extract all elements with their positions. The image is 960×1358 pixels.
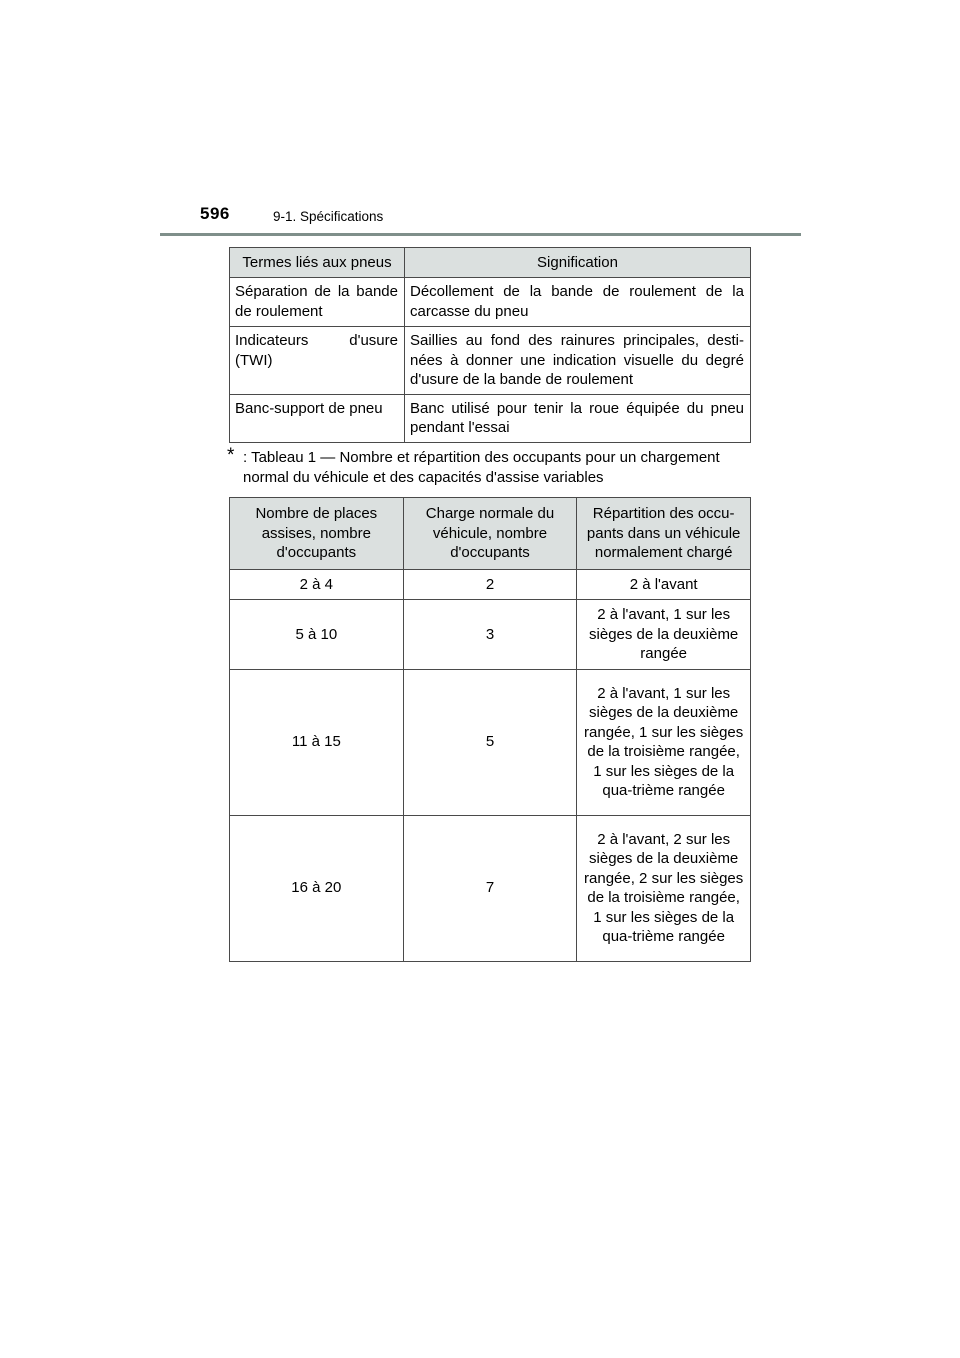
table-row	[230, 569, 751, 600]
meaning-cell: Banc utilisé pour tenir la roue équipée du pneu pendant l'essai	[405, 394, 751, 442]
table-header-row	[230, 498, 751, 570]
term-cell: Indicateurs d'usure (TWI)	[230, 327, 405, 395]
distribution-cell: 2 à l'avant, 1 sur les sièges de la deuxième rangée, 1 sur les sièges de la troisième rangée, 1 sur les sièges de la qua-trième rangée	[577, 669, 751, 815]
table-row	[230, 394, 751, 442]
table-row	[230, 815, 751, 961]
table-row	[230, 600, 751, 670]
footnote	[227, 445, 752, 487]
seats-cell: 11 à 15	[230, 669, 404, 815]
footnote-marker: *	[227, 445, 235, 466]
column-header-distribution: Répartition des occu-pants dans un véhicule normalement chargé	[577, 498, 751, 570]
section-title: 9-1. Spécifications	[273, 209, 384, 224]
load-cell: 2	[403, 569, 577, 600]
load-cell: 7	[403, 815, 577, 961]
term-cell: Séparation de la bande de roulement	[230, 278, 405, 327]
column-header-seats: Nombre de places assises, nombre d'occupants	[230, 498, 404, 570]
term-cell: Banc-support de pneu	[230, 394, 405, 442]
column-header-load: Charge normale du véhicule, nombre d'occupants	[403, 498, 577, 570]
distribution-cell: 2 à l'avant, 1 sur les sièges de la deuxième rangée	[577, 600, 751, 670]
distribution-cell: 2 à l'avant, 2 sur les sièges de la deuxième rangée, 2 sur les sièges de la troisième rangée, 1 sur les sièges de la qua-trième rangée	[577, 815, 751, 961]
load-cell: 3	[403, 600, 577, 670]
footnote-text: : Tableau 1 — Nombre et répartition des occupants pour un chargement normal du véhicule et des capacités d'assise variables	[243, 449, 720, 486]
column-header-meaning: Signification	[405, 248, 751, 278]
meaning-cell: Saillies au fond des rainures principales, desti-nées à donner une indication visuelle du degré d'usure de la bande de roulement	[405, 327, 751, 395]
seats-cell: 2 à 4	[230, 569, 404, 600]
seats-cell: 16 à 20	[230, 815, 404, 961]
occupant-distribution-table	[229, 497, 751, 962]
seats-cell: 5 à 10	[230, 600, 404, 670]
load-cell: 5	[403, 669, 577, 815]
table-header-row	[230, 248, 751, 278]
page-number: 596	[200, 204, 230, 223]
table-row	[230, 669, 751, 815]
tire-terms-table	[229, 247, 751, 443]
meaning-cell: Décollement de la bande de roulement de la carcasse du pneu	[405, 278, 751, 327]
header-divider	[160, 233, 801, 236]
table-row	[230, 327, 751, 395]
table-row	[230, 278, 751, 327]
distribution-cell: 2 à l'avant	[577, 569, 751, 600]
column-header-terms: Termes liés aux pneus	[230, 248, 405, 278]
